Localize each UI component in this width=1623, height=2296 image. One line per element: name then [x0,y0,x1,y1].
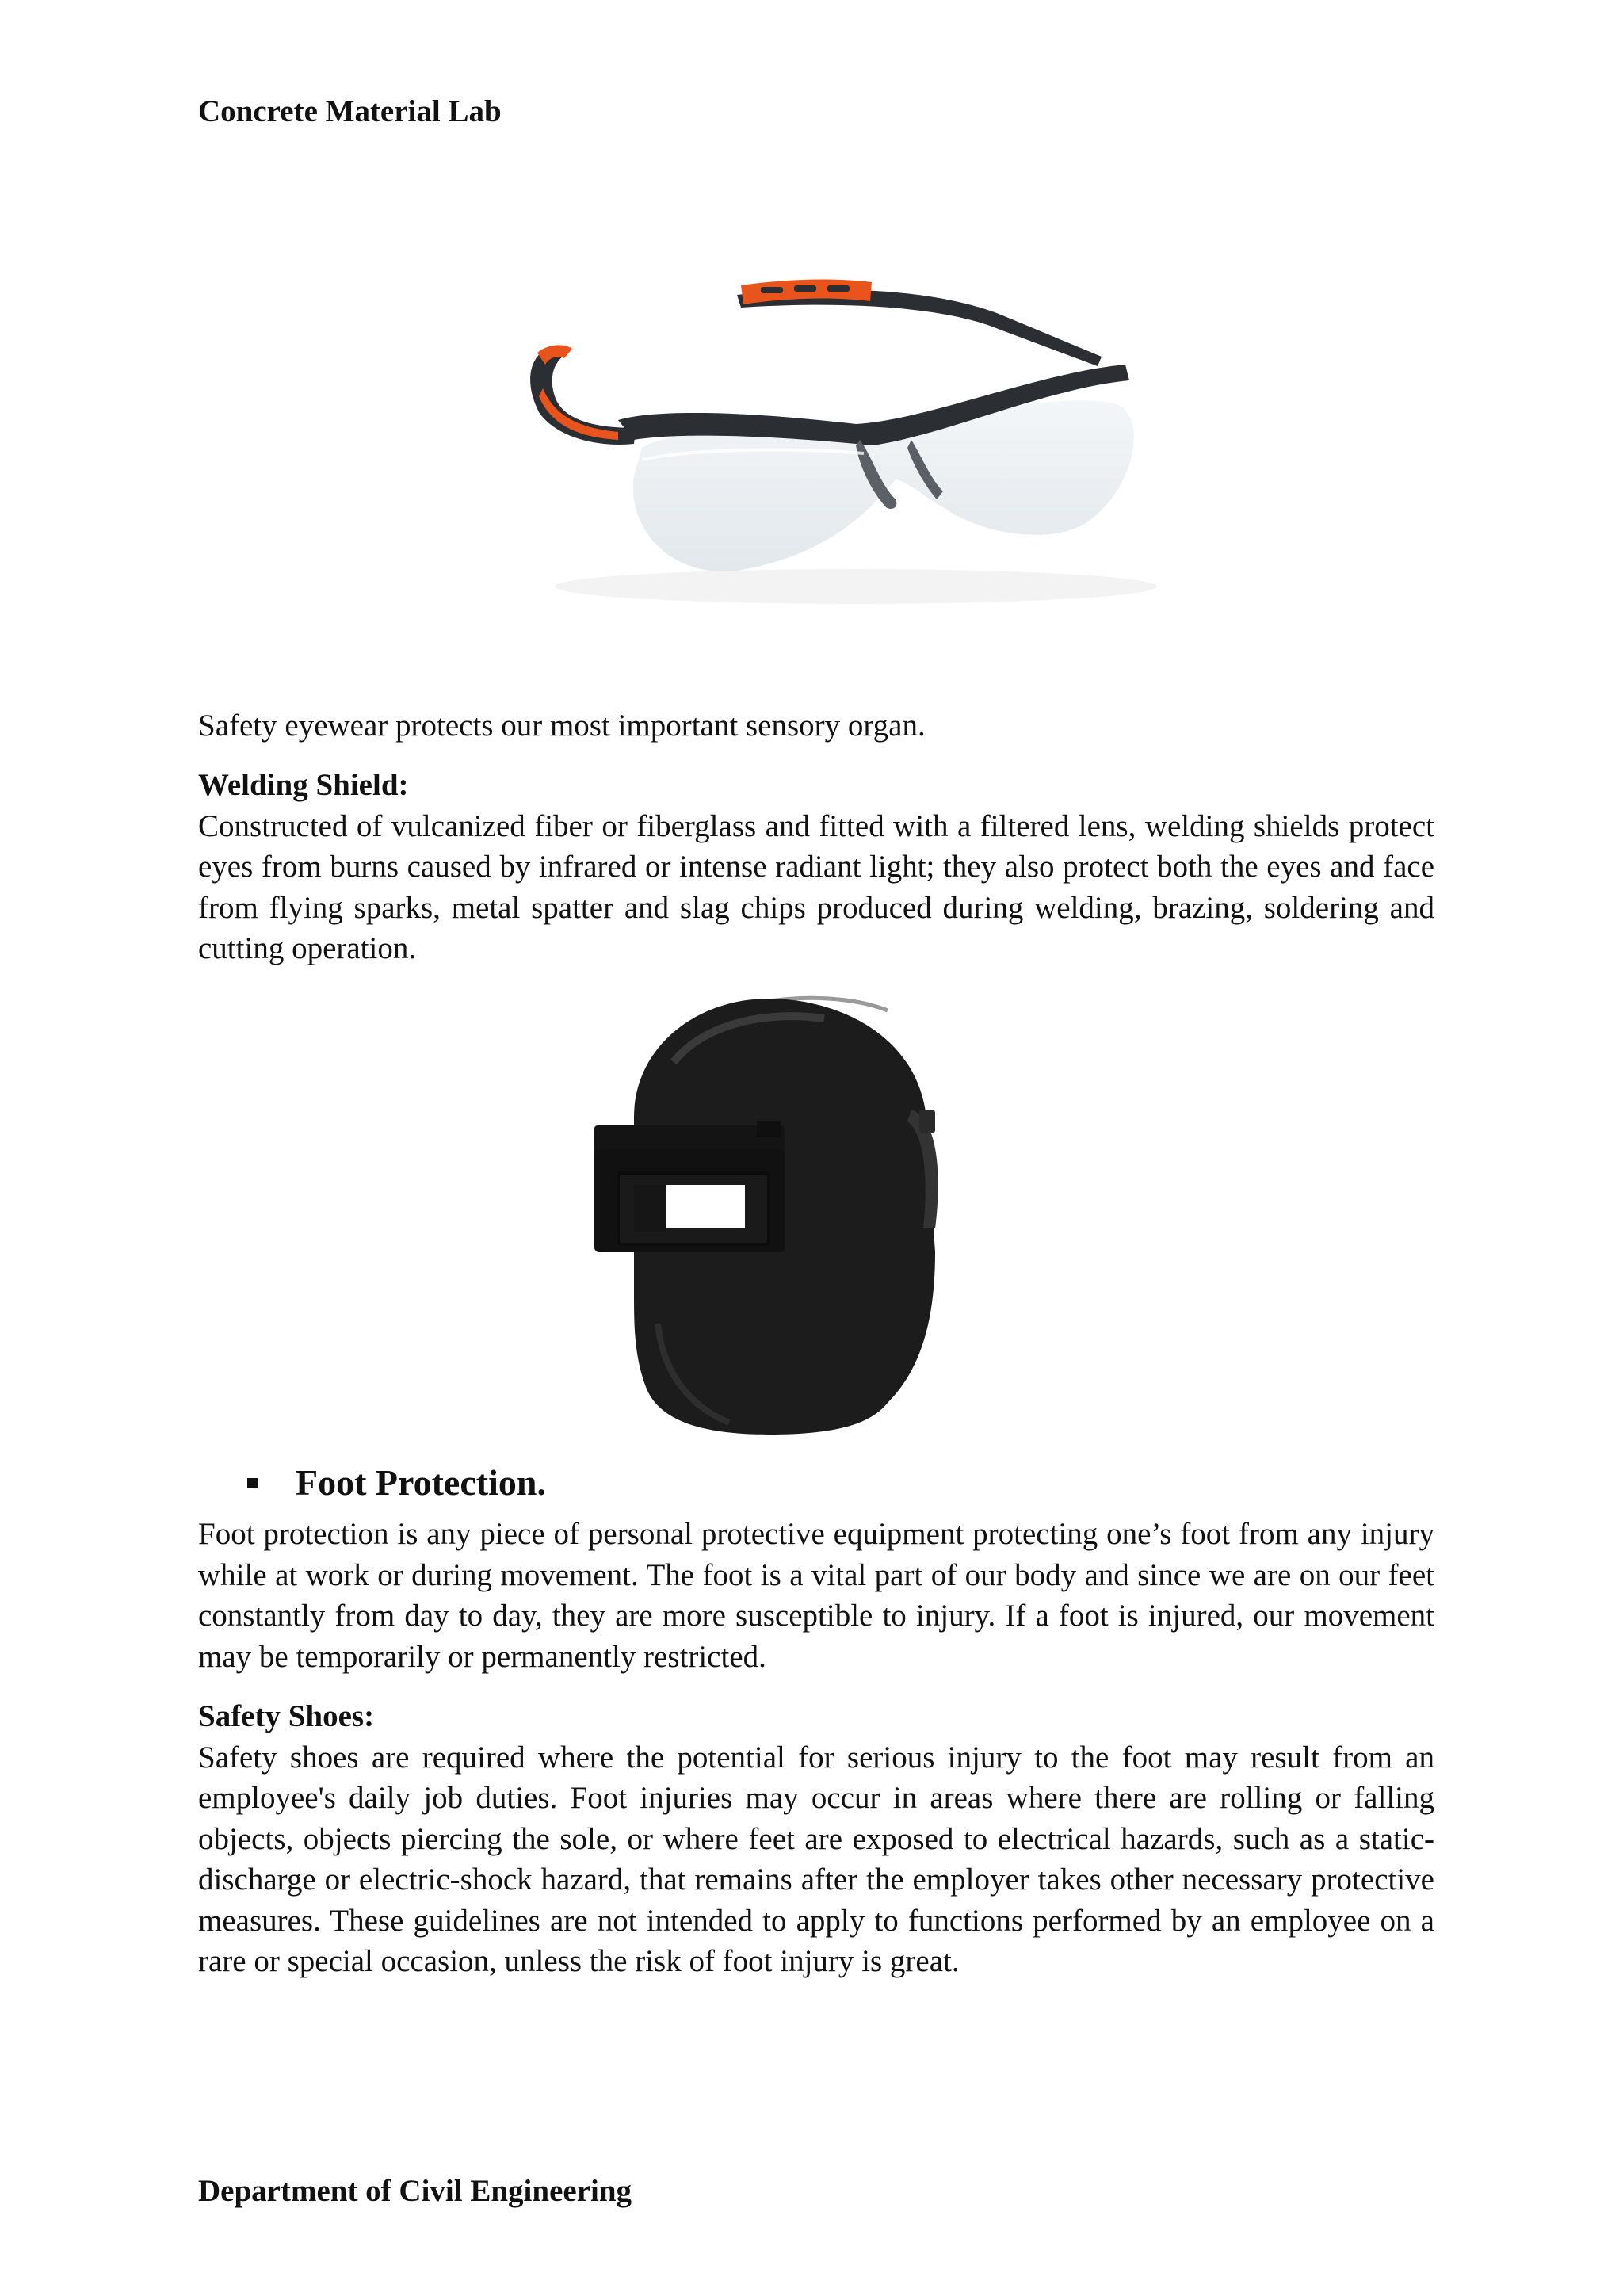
safety-glasses-image [499,269,1212,618]
welding-body: Constructed of vulcanized fiber or fiberglass and fitted with a filtered lens, welding shields protect eyes from burns caused by infrared or intense radiant light; they also protect both the eyes and face from flying sparks, metal spatter and slag chips produced during welding, brazing, soldering and cutting operation. [198,808,1434,965]
safety-shoes-body: Safety shoes are required where the potential for serious injury to the foot may result from an employee's daily job duties. Foot injuries may occur in areas where there are rolling or falling objects, objects piercing the sole, or where feet are exposed to electrical hazards, such as a static-discharge or electric-shock hazard, that remains after the employer takes other necessary protective measures. These guidelines are not intended to apply to functions performed by an employee on a rare or special occasion, unless the risk of foot injury is great. [198,1740,1434,1978]
eyewear-caption: Safety eyewear protects our most important sensory organ. [198,709,926,743]
page-footer: Department of Civil Engineering [198,2174,632,2208]
square-bullet-icon [247,1478,258,1488]
safety-shoes-heading: Safety Shoes: [198,1699,375,1733]
foot-protection-title-text: Foot Protection. [296,1462,546,1503]
welding-shield-icon [586,991,951,1442]
welding-section [198,765,1434,969]
welding-heading: Welding Shield: [198,768,409,802]
safety-shoes-section [198,1696,1434,1982]
foot-protection-title [247,1461,546,1505]
welding-shield-image [586,991,951,1442]
foot-protection-body: Foot protection is any piece of personal protective equipment protecting one’s foot from any injury while at work or during movement. The foot is a vital part of our body and since we are on our feet constantly from day to day, they are more susceptible to injury. If a foot is injured, our movement may be temporarily or permanently restricted. [198,1517,1434,1674]
safety-glasses-icon [499,269,1212,618]
page-header: Concrete Material Lab [198,94,502,128]
